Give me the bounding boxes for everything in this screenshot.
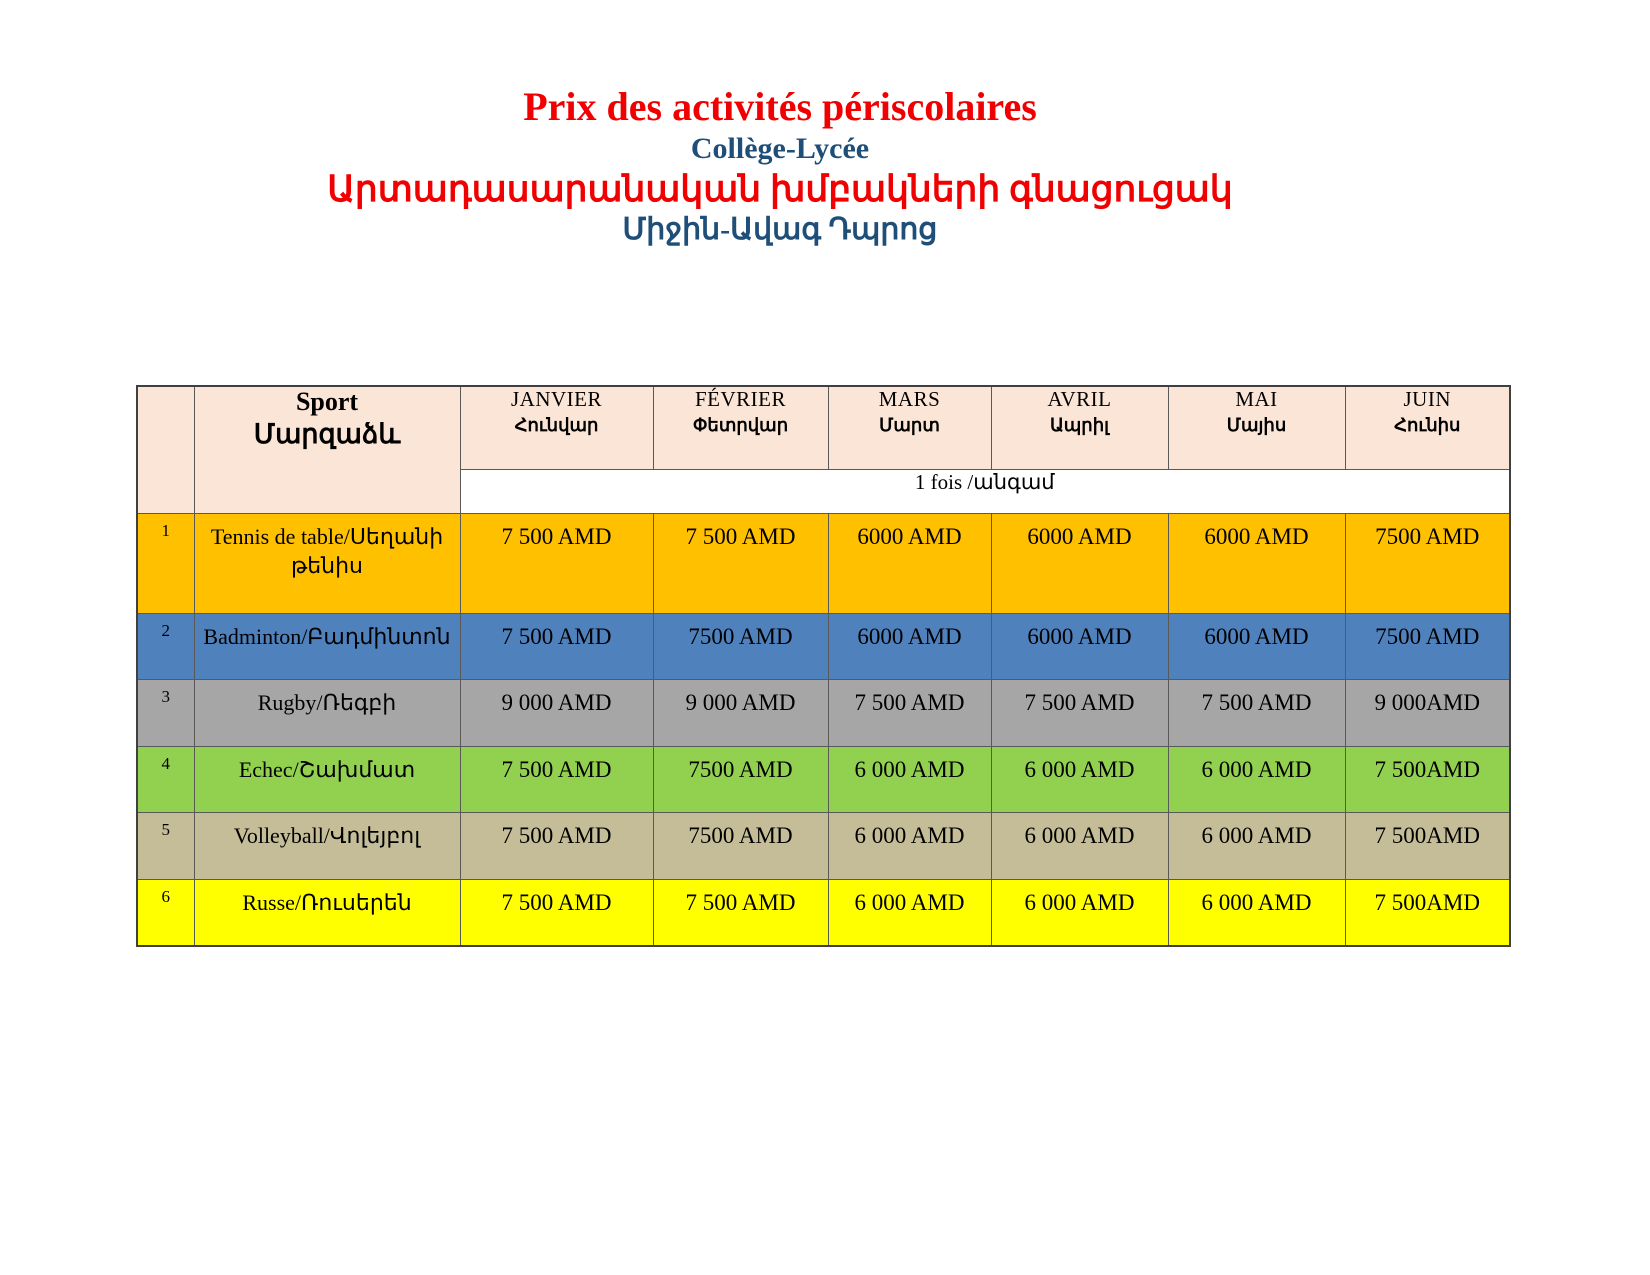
price-cell: 6000 AMD bbox=[828, 613, 991, 679]
price-cell: 7 500AMD bbox=[1345, 812, 1510, 879]
price-cell: 7500 AMD bbox=[653, 613, 828, 679]
price-cell: 9 000 AMD bbox=[460, 679, 653, 746]
price-cell: 6000 AMD bbox=[828, 513, 991, 613]
month-label-fr: MAI bbox=[1235, 387, 1278, 411]
sport-name: Rugby/Ռեգբի bbox=[194, 679, 460, 746]
price-table bbox=[136, 385, 1511, 947]
sport-name: Badminton/Բադմինտոն bbox=[194, 613, 460, 679]
page-title: Prix des activités périscolaires bbox=[523, 84, 1037, 129]
price-cell: 7 500AMD bbox=[1345, 879, 1510, 946]
month-label-fr: FÉVRIER bbox=[694, 387, 786, 411]
price-cell: 7 500 AMD bbox=[460, 513, 653, 613]
price-cell: 7 500 AMD bbox=[1168, 679, 1345, 746]
price-cell: 7 500 AMD bbox=[653, 513, 828, 613]
row-number: 2 bbox=[137, 613, 194, 679]
month-header-mai bbox=[1168, 386, 1345, 469]
price-cell: 7 500AMD bbox=[1345, 746, 1510, 812]
month-label-hy: Փետրվար bbox=[692, 415, 789, 435]
price-cell: 6000 AMD bbox=[991, 613, 1168, 679]
price-cell: 6 000 AMD bbox=[991, 812, 1168, 879]
price-cell: 7500 AMD bbox=[653, 746, 828, 812]
price-cell: 6 000 AMD bbox=[1168, 746, 1345, 812]
price-cell: 7 500 AMD bbox=[460, 746, 653, 812]
page-title-armenian: Արտադասարանական խմբակների գնացուցակ bbox=[327, 168, 1233, 209]
month-label-hy: Հունիս bbox=[1394, 415, 1461, 435]
row-number: 6 bbox=[137, 879, 194, 946]
price-cell: 9 000AMD bbox=[1345, 679, 1510, 746]
month-label-fr: MARS bbox=[878, 387, 941, 411]
price-cell: 7 500 AMD bbox=[460, 613, 653, 679]
price-cell: 6 000 AMD bbox=[991, 879, 1168, 946]
price-cell: 6 000 AMD bbox=[991, 746, 1168, 812]
row-number: 1 bbox=[137, 513, 194, 613]
row-number: 5 bbox=[137, 812, 194, 879]
frequency-cell: 1 fois /անգամ bbox=[460, 469, 1510, 513]
price-cell: 7500 AMD bbox=[1345, 513, 1510, 613]
table-row-russe bbox=[137, 879, 1510, 946]
sport-name: Tennis de table/Սեղանի թենիս bbox=[194, 513, 460, 613]
month-header-mars bbox=[828, 386, 991, 469]
month-label-fr: JUIN bbox=[1403, 387, 1451, 411]
price-cell: 6 000 AMD bbox=[1168, 879, 1345, 946]
row-number: 3 bbox=[137, 679, 194, 746]
price-cell: 6 000 AMD bbox=[828, 812, 991, 879]
sport-name: Echec/Շախմատ bbox=[194, 746, 460, 812]
table-row-rugby bbox=[137, 679, 1510, 746]
price-cell: 7500 AMD bbox=[1345, 613, 1510, 679]
price-cell: 6000 AMD bbox=[991, 513, 1168, 613]
table-row-echec bbox=[137, 746, 1510, 812]
table-row-volleyball bbox=[137, 812, 1510, 879]
month-label-fr: JANVIER bbox=[511, 387, 602, 411]
month-header-juin bbox=[1345, 386, 1510, 469]
sport-name: Volleyball/Վոլեյբոլ bbox=[194, 812, 460, 879]
price-cell: 6 000 AMD bbox=[828, 746, 991, 812]
month-label-hy: Մայիս bbox=[1226, 415, 1287, 435]
price-cell: 7 500 AMD bbox=[460, 812, 653, 879]
price-cell: 7 500 AMD bbox=[991, 679, 1168, 746]
month-header-janvier bbox=[460, 386, 653, 469]
table-row-tennis bbox=[137, 513, 1510, 613]
month-header-avril bbox=[991, 386, 1168, 469]
price-cell: 6000 AMD bbox=[1168, 613, 1345, 679]
sport-header-fr: Sport bbox=[295, 387, 359, 416]
school-level-title: Collège-Lycée bbox=[690, 132, 870, 165]
price-cell: 6 000 AMD bbox=[1168, 812, 1345, 879]
price-cell: 6000 AMD bbox=[1168, 513, 1345, 613]
sport-header-hy: Մարզաձև bbox=[253, 419, 401, 449]
row-number: 4 bbox=[137, 746, 194, 812]
month-label-hy: Հունվար bbox=[514, 415, 599, 435]
price-cell: 7 500 AMD bbox=[828, 679, 991, 746]
price-cell: 7500 AMD bbox=[653, 812, 828, 879]
table-header-row bbox=[137, 386, 1510, 469]
month-label-hy: Մարտ bbox=[879, 415, 940, 435]
corner-header-cell bbox=[137, 386, 194, 513]
month-label-hy: Ապրիլ bbox=[1049, 415, 1110, 435]
price-cell: 7 500 AMD bbox=[460, 879, 653, 946]
table-row-badminton bbox=[137, 613, 1510, 679]
sport-header-cell bbox=[194, 386, 460, 513]
price-cell: 7 500 AMD bbox=[653, 879, 828, 946]
title-block bbox=[0, 84, 1560, 248]
month-label-fr: AVRIL bbox=[1047, 387, 1112, 411]
price-cell: 9 000 AMD bbox=[653, 679, 828, 746]
price-cell: 6 000 AMD bbox=[828, 879, 991, 946]
month-header-fevrier bbox=[653, 386, 828, 469]
school-level-title-armenian: Միջին-Ավագ Դպրոց bbox=[622, 212, 938, 246]
sport-name: Russe/Ռուսերեն bbox=[194, 879, 460, 946]
